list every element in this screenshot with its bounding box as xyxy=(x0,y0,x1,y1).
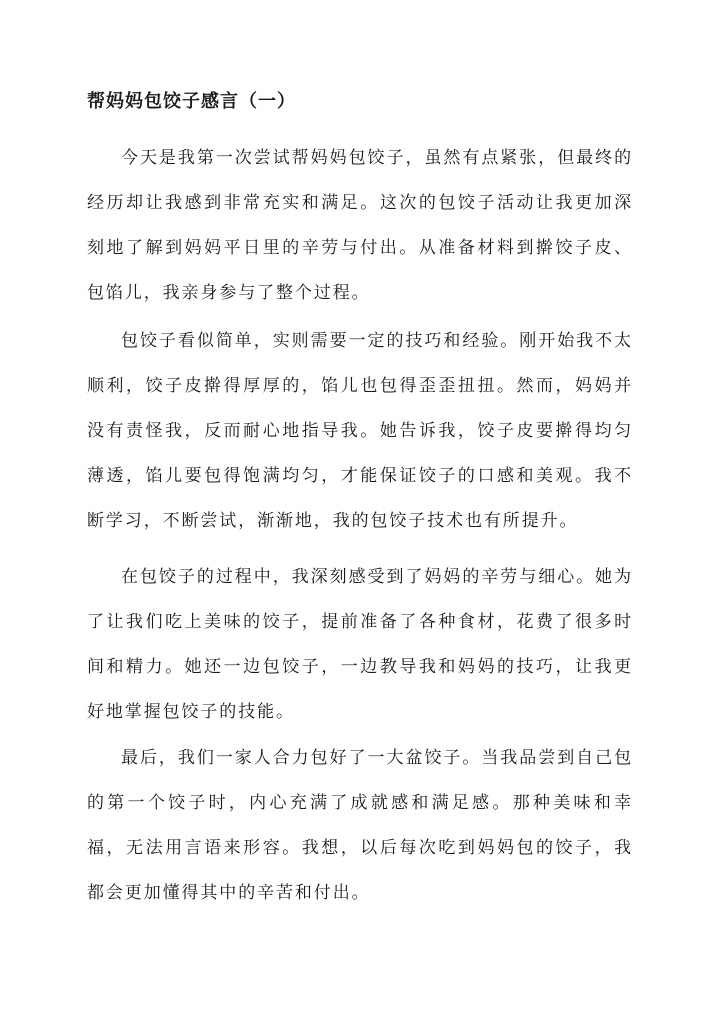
paragraph-4: 最后，我们一家人合力包好了一大盆饺子。当我品尝到自己包的第一个饺子时，内心充满了成就感和满足感。那种美味和幸福，无法用言语来形容。我想，以后每次吃到妈妈包的饺子，我都会更加懂得其中的辛苦和付出。 xyxy=(87,748,633,903)
document-title: 帮妈妈包饺子感言（一） xyxy=(87,91,296,112)
paragraph-3: 在包饺子的过程中，我深刻感受到了妈妈的辛劳与细心。她为了让我们吃上美味的饺子，提前准备了各种食材，花费了很多时间和精力。她还一边包饺子，一边教导我和妈妈的技巧，让我更好地掌握包饺子的技能。 xyxy=(87,567,633,722)
paragraph-1: 今天是我第一次尝试帮妈妈包饺子，虽然有点紧张，但最终的经历却让我感到非常充实和满足。这次的包饺子活动让我更加深刻地了解到妈妈平日里的辛劳与付出。从准备材料到擀饺子皮、包馅儿，我亲身参与了整个过程。 xyxy=(87,148,633,303)
paragraph-2: 包饺子看似简单，实则需要一定的技巧和经验。刚开始我不太顺利，饺子皮擀得厚厚的，馅儿也包得歪歪扭扭。然而，妈妈并没有责怪我，反而耐心地指导我。她告诉我，饺子皮要擀得均匀薄透，馅儿要包得饱满均匀，才能保证饺子的口感和美观。我不断学习，不断尝试，渐渐地，我的包饺子技术也有所提升。 xyxy=(87,331,633,531)
